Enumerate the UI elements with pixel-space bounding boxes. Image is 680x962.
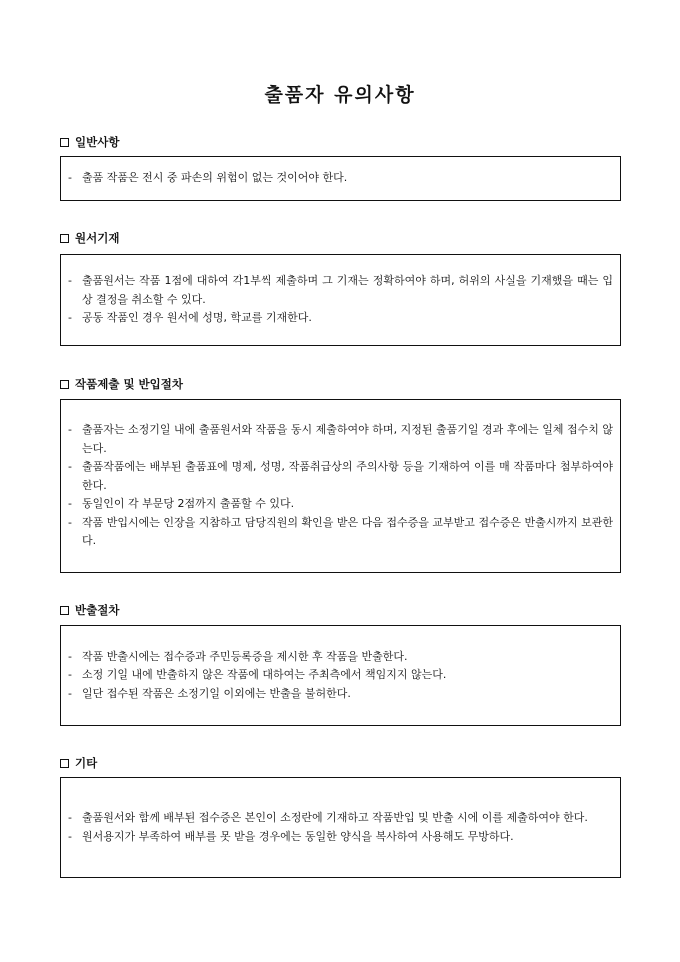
list-item: - 공동 작품인 경우 원서에 성명, 학교를 기재한다. (68, 309, 613, 328)
dash-bullet-icon: - (68, 668, 72, 682)
dash-bullet-icon: - (68, 829, 72, 843)
list-item: - 동일인이 각 부문당 2점까지 출품할 수 있다. (68, 495, 613, 514)
section-box-other (60, 777, 621, 878)
dash-bullet-icon: - (68, 811, 72, 824)
dash-bullet-icon: - (68, 311, 72, 325)
dash-bullet-icon: - (68, 423, 72, 437)
section-box-submission (60, 399, 621, 573)
section-heading-label: 작품제출 및 반입절차 (75, 377, 183, 391)
dash-bullet-icon: - (68, 460, 72, 474)
list-item: - 작품 반입시에는 인장을 지참하고 담당직원의 확인을 받은 다음 접수증을 교부받고 접수증은 반출시까지 보관한다. (68, 515, 613, 548)
section-heading-general (60, 134, 119, 150)
checkbox-icon (60, 606, 69, 615)
list-item: - 출품 작품은 전시 중 파손의 위험이 없는 것이어야 한다. (68, 169, 613, 188)
section-box-general (60, 156, 621, 201)
list-item: - 출품원서는 작품 1점에 대하여 각1부씩 제출하며 그 기재는 정확하여야 하며, 허위의 사실을 기재했을 때는 입상 결정을 취소할 수 있다. (68, 274, 613, 306)
checkbox-icon (60, 234, 69, 243)
list-item: - 원서용지가 부족하여 배부를 못 받을 경우에는 동일한 양식을 복사하여 사용해도 무방하다. (68, 828, 613, 847)
checkbox-icon (60, 380, 69, 389)
section-heading-label: 기타 (75, 756, 98, 770)
list-item: - 출품작품에는 배부된 출품표에 명제, 성명, 작품취급상의 주의사항 등을 기재하여 이를 매 작품마다 첨부하여야 한다. (68, 460, 613, 492)
section-heading-label: 원서기재 (75, 231, 120, 245)
section-box-return (60, 625, 621, 726)
list-item: - 출품원서와 함께 배부된 접수증은 본인이 소정란에 기재하고 작품반입 및 반출 시에 이를 제출하여야 한다. (68, 809, 613, 828)
list-item: - 일단 접수된 작품은 소정기일 이외에는 반출을 불허한다. (68, 685, 613, 704)
page-title: 출품자 유의사항 (264, 84, 416, 106)
section-heading-return (60, 602, 119, 618)
dash-bullet-icon: - (68, 686, 72, 700)
checkbox-icon (60, 138, 69, 147)
section-heading-label: 일반사항 (75, 135, 120, 149)
section-heading-submission (60, 376, 183, 392)
dash-bullet-icon: - (68, 274, 72, 288)
list-item: - 작품 반출시에는 접수증과 주민등록증을 제시한 후 작품을 반출한다. (68, 648, 613, 667)
dash-bullet-icon: - (68, 497, 72, 511)
dash-bullet-icon: - (68, 649, 72, 663)
checkbox-icon (60, 759, 69, 768)
list-item: - 출품자는 소정기일 내에 출품원서와 작품을 동시 제출하여야 하며, 지정된 출품기일 경과 후에는 일체 접수치 않는다. (68, 423, 613, 455)
dash-bullet-icon: - (68, 171, 72, 185)
section-heading-other (60, 755, 97, 771)
section-box-application-form (60, 254, 621, 346)
section-heading-label: 반출절차 (75, 603, 120, 617)
section-heading-application-form (60, 230, 119, 246)
dash-bullet-icon: - (68, 515, 72, 529)
list-item: - 소정 기일 내에 반출하지 않은 작품에 대하여는 주최측에서 책임지지 않는다. (68, 666, 613, 685)
